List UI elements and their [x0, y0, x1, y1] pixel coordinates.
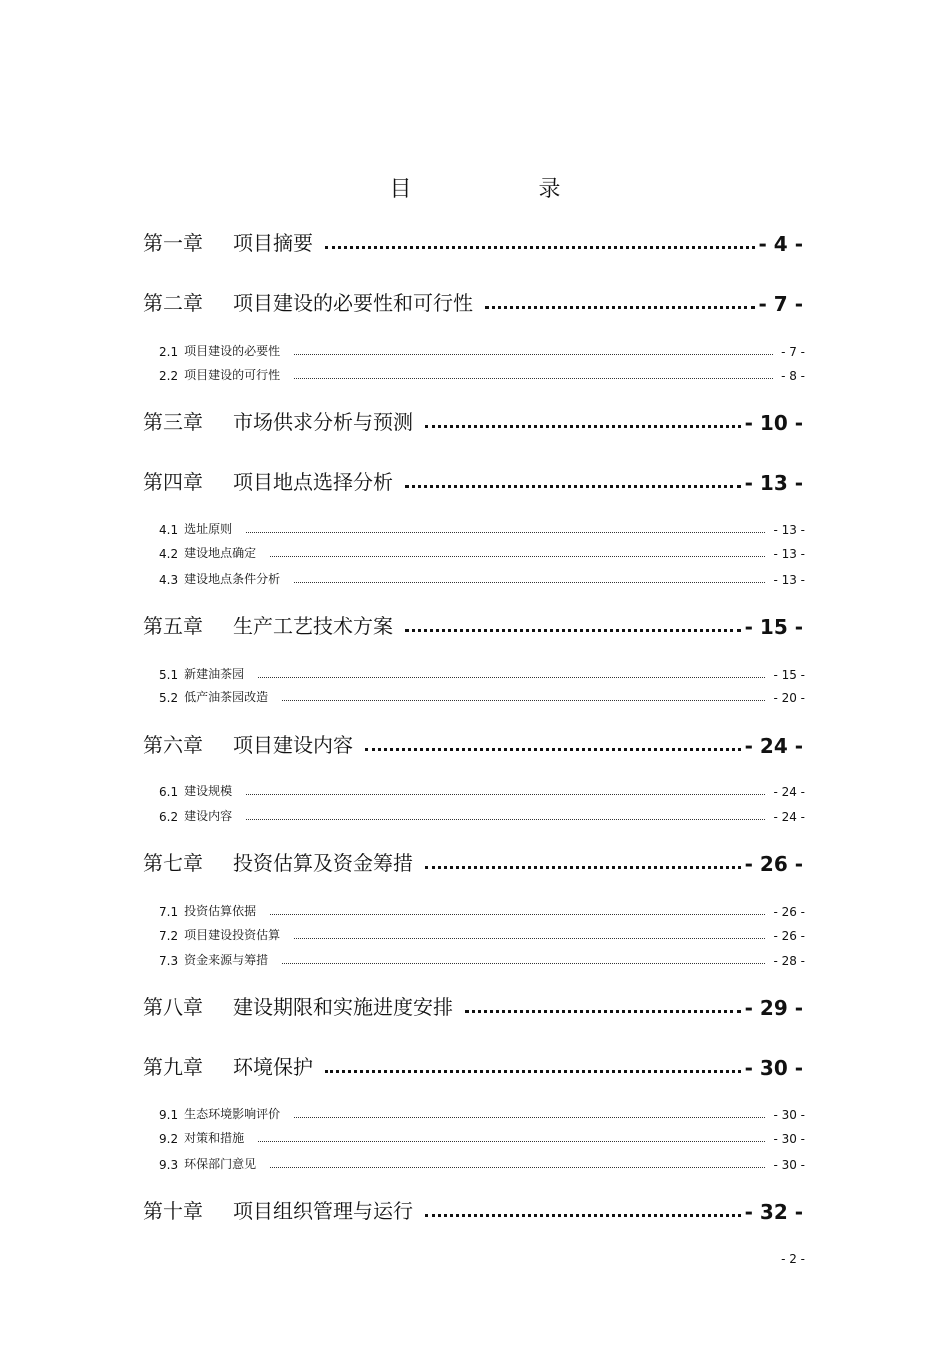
entry-title: 项目建设内容	[233, 733, 353, 757]
entry-page-number: - 13 -	[744, 471, 803, 495]
entry-title: 投资估算依据	[184, 904, 257, 918]
entry-page-number: - 20 -	[773, 691, 805, 705]
toc-chapter-entry[interactable]	[143, 1196, 803, 1224]
entry-page-number: - 29 -	[744, 996, 803, 1020]
toc-section-entry[interactable]	[159, 1128, 805, 1146]
entry-title: 建设规模	[184, 784, 233, 798]
entry-page-number: - 28 -	[773, 954, 805, 968]
entry-page-number: - 15 -	[773, 668, 805, 682]
entry-title: 项目摘要	[233, 231, 313, 255]
dot-leader	[282, 963, 765, 964]
entry-title: 投资估算及资金筹措	[233, 851, 413, 875]
dot-leader	[246, 819, 765, 820]
dot-leader	[294, 378, 773, 379]
entry-title: 项目建设的必要性和可行性	[233, 291, 473, 315]
entry-title: 项目建设的可行性	[184, 368, 281, 382]
entry-number: 5.2	[159, 691, 179, 705]
entry-title: 项目建设的必要性	[184, 344, 281, 358]
entry-title: 项目建设投资估算	[184, 928, 281, 942]
entry-number: 5.1	[159, 668, 179, 682]
entry-title: 生产工艺技术方案	[233, 614, 393, 638]
toc-section-entry[interactable]	[159, 664, 805, 682]
dot-leader	[425, 425, 741, 428]
toc-section-entry[interactable]	[159, 519, 805, 537]
entry-page-number: - 13 -	[773, 547, 805, 561]
entry-page-number: - 8 -	[781, 369, 805, 383]
toc-section-entry[interactable]	[159, 1104, 805, 1122]
entry-page-number: - 24 -	[744, 734, 803, 758]
entry-number: 7.2	[159, 929, 179, 943]
toc-section-entry[interactable]	[159, 569, 805, 587]
dot-leader	[405, 485, 741, 488]
entry-page-number: - 30 -	[773, 1158, 805, 1172]
dot-leader	[294, 1117, 765, 1118]
entry-number: 4.1	[159, 523, 179, 537]
entry-number: 9.2	[159, 1132, 179, 1146]
entry-page-number: - 26 -	[773, 929, 805, 943]
entry-title: 选址原则	[184, 522, 233, 536]
entry-page-number: - 24 -	[773, 785, 805, 799]
toc-chapter-entry[interactable]	[143, 611, 803, 639]
entry-number: 第三章	[143, 410, 203, 434]
entry-number: 第六章	[143, 733, 203, 757]
entry-page-number: - 13 -	[773, 523, 805, 537]
toc-section-entry[interactable]	[159, 687, 805, 705]
entry-title: 建设期限和实施进度安排	[233, 995, 453, 1019]
entry-number: 6.2	[159, 810, 179, 824]
dot-leader	[270, 556, 765, 557]
entry-page-number: - 30 -	[773, 1132, 805, 1146]
entry-number: 7.3	[159, 954, 179, 968]
entry-title: 对策和措施	[184, 1131, 245, 1145]
entry-page-number: - 13 -	[773, 573, 805, 587]
toc-chapter-entry[interactable]	[143, 992, 803, 1020]
entry-number: 第七章	[143, 851, 203, 875]
dot-leader	[270, 914, 765, 915]
entry-page-number: - 32 -	[744, 1200, 803, 1224]
entry-number: 第一章	[143, 231, 203, 255]
toc-chapter-entry[interactable]	[143, 467, 803, 495]
dot-leader	[270, 1167, 765, 1168]
entry-number: 4.2	[159, 547, 179, 561]
toc-chapter-entry[interactable]	[143, 407, 803, 435]
entry-number: 6.1	[159, 785, 179, 799]
toc-chapter-entry[interactable]	[143, 288, 803, 316]
entry-title: 市场供求分析与预测	[233, 410, 413, 434]
entry-page-number: - 15 -	[744, 615, 803, 639]
entry-number: 2.1	[159, 345, 179, 359]
toc-section-entry[interactable]	[159, 950, 805, 968]
toc-section-entry[interactable]	[159, 365, 805, 383]
dot-leader	[465, 1010, 741, 1013]
entry-number: 第十章	[143, 1199, 203, 1223]
dot-leader	[246, 532, 765, 533]
toc-section-entry[interactable]	[159, 543, 805, 561]
entry-number: 7.1	[159, 905, 179, 919]
page-number: - 2 -	[781, 1252, 805, 1266]
entry-title: 低产油茶园改造	[184, 690, 269, 704]
entry-number: 第五章	[143, 614, 203, 638]
entry-page-number: - 10 -	[744, 411, 803, 435]
dot-leader	[485, 306, 755, 309]
dot-leader	[405, 629, 741, 632]
dot-leader	[365, 748, 741, 751]
dot-leader	[325, 1070, 741, 1073]
toc-section-entry[interactable]	[159, 806, 805, 824]
toc-chapter-entry[interactable]	[143, 228, 803, 256]
entry-page-number: - 7 -	[758, 292, 803, 316]
toc-section-entry[interactable]	[159, 1154, 805, 1172]
toc-chapter-entry[interactable]	[143, 848, 803, 876]
dot-leader	[282, 700, 765, 701]
dot-leader	[258, 1141, 765, 1142]
toc-section-entry[interactable]	[159, 341, 805, 359]
toc-chapter-entry[interactable]	[143, 730, 803, 758]
dot-leader	[425, 1214, 741, 1217]
dot-leader	[325, 246, 755, 249]
entry-number: 第二章	[143, 291, 203, 315]
entry-number: 9.3	[159, 1158, 179, 1172]
entry-title: 项目地点选择分析	[233, 470, 393, 494]
entry-number: 9.1	[159, 1108, 179, 1122]
entry-number: 第九章	[143, 1055, 203, 1079]
entry-title: 建设地点确定	[184, 546, 257, 560]
entry-title: 项目组织管理与运行	[233, 1199, 413, 1223]
entry-title: 环境保护	[233, 1055, 313, 1079]
dot-leader	[294, 582, 765, 583]
toc-section-entry[interactable]	[159, 781, 805, 799]
entry-number: 第八章	[143, 995, 203, 1019]
toc-title: 目 录	[389, 177, 621, 202]
toc-chapter-entry[interactable]	[143, 1052, 803, 1080]
entry-title: 资金来源与筹措	[184, 953, 269, 967]
entry-title: 生态环境影响评价	[184, 1107, 281, 1121]
entry-number: 第四章	[143, 470, 203, 494]
toc-section-entry[interactable]	[159, 925, 805, 943]
entry-title: 环保部门意见	[184, 1157, 257, 1171]
dot-leader	[246, 794, 765, 795]
entry-number: 2.2	[159, 369, 179, 383]
toc-section-entry[interactable]	[159, 901, 805, 919]
entry-page-number: - 24 -	[773, 810, 805, 824]
entry-number: 4.3	[159, 573, 179, 587]
entry-title: 建设地点条件分析	[184, 572, 281, 586]
dot-leader	[258, 677, 765, 678]
entry-page-number: - 26 -	[773, 905, 805, 919]
entry-page-number: - 26 -	[744, 852, 803, 876]
dot-leader	[294, 938, 765, 939]
entry-page-number: - 7 -	[781, 345, 805, 359]
dot-leader	[294, 354, 773, 355]
entry-page-number: - 4 -	[758, 232, 803, 256]
entry-title: 新建油茶园	[184, 667, 245, 681]
dot-leader	[425, 866, 741, 869]
entry-page-number: - 30 -	[744, 1056, 803, 1080]
entry-title: 建设内容	[184, 809, 233, 823]
entry-page-number: - 30 -	[773, 1108, 805, 1122]
